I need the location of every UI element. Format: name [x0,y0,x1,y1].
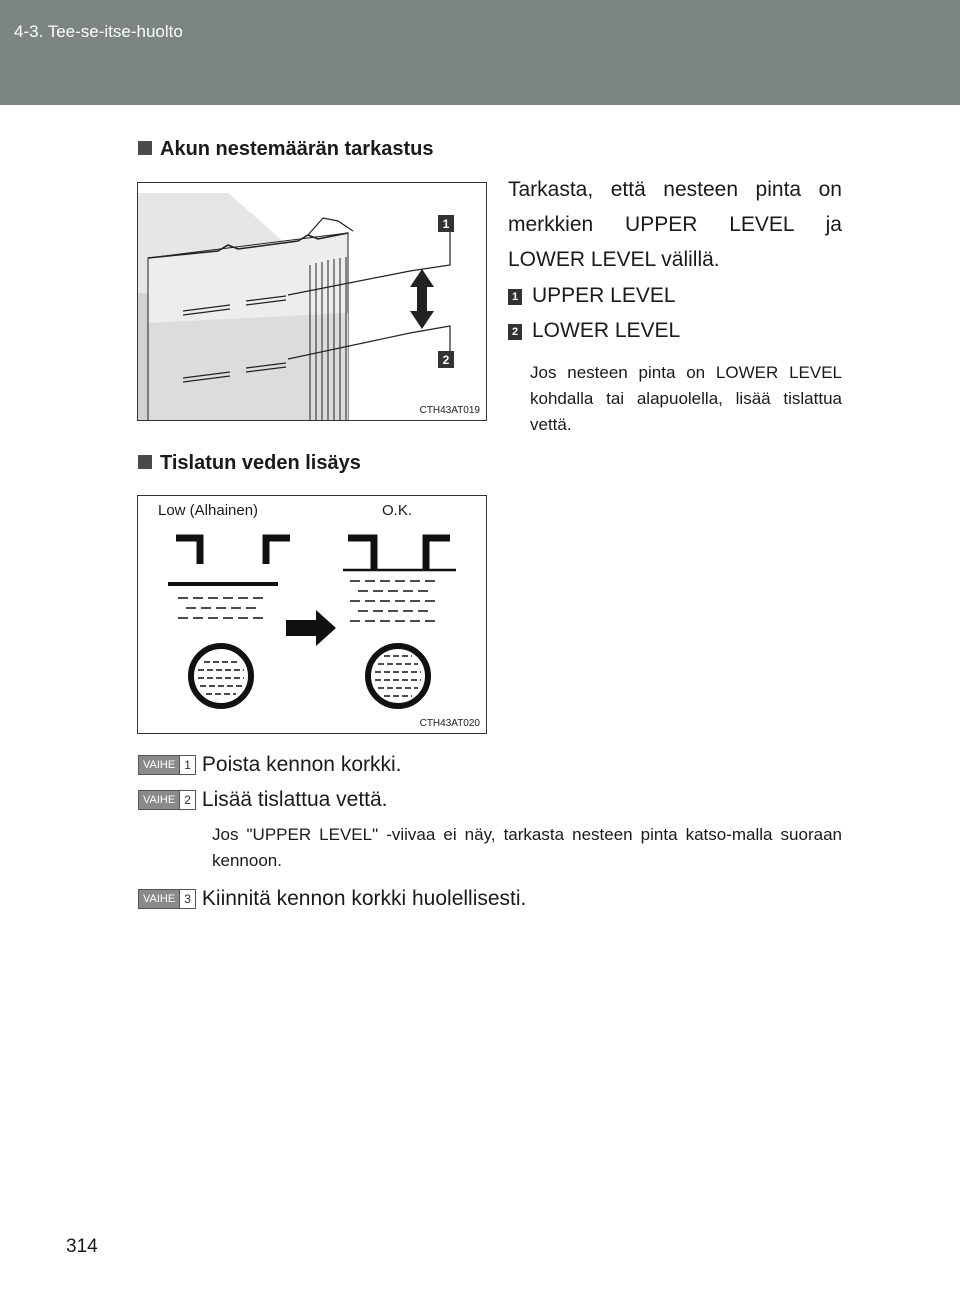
level-instruction: Tarkasta, että nesteen pinta on merkkien UPPER LEVEL ja LOWER LEVEL välillä. [508,178,842,271]
number-badge: 1 [508,289,522,305]
battery-illustration [138,183,486,420]
low-level-note: Jos nesteen pinta on LOWER LEVEL kohdalla tai alapuolella, lisää tislattua vettä. [530,363,842,434]
heading-text: Tislatun veden lisäys [160,452,361,474]
legend-label: LOWER LEVEL [532,319,681,342]
step-1 [138,753,402,777]
step-badge: VAIHE 1 [138,755,196,775]
section-title: 4-3. Tee-se-itse-huolto [14,22,183,41]
svg-text:2: 2 [442,353,450,367]
step-3 [138,887,526,911]
page-number: 314 [66,1236,98,1257]
label-low: Low (Alhainen) [158,502,259,519]
svg-text:1: 1 [442,217,450,231]
water-level-figure [137,495,487,734]
step-text: Kiinnitä kennon korkki huolellisesti. [201,887,527,910]
legend-lower-level [508,319,680,343]
section-heading-distilled-water [138,452,361,475]
bullet-square-icon [138,455,152,469]
step-badge: VAIHE 2 [138,790,196,810]
step-2 [138,788,388,812]
legend-upper-level [508,284,676,308]
legend-label: UPPER LEVEL [532,284,676,307]
step-2-note: Jos "UPPER LEVEL" -viivaa ei näy, tarkasta nesteen pinta katso-malla suoraan kennoon. [212,825,842,870]
figure-code: CTH43AT020 [419,718,480,729]
battery-level-figure [137,182,487,421]
bullet-square-icon [138,141,152,155]
step-text: Poista kennon korkki. [201,753,402,776]
section-heading-battery-check [138,138,433,161]
heading-text: Akun nestemäärän tarkastus [160,138,434,160]
step-text: Lisää tislattua vettä. [201,788,388,811]
figure-code: CTH43AT019 [419,405,480,416]
number-badge: 2 [508,324,522,340]
step-badge: VAIHE 3 [138,889,196,909]
water-level-illustration [138,496,486,733]
page-header [0,0,960,105]
label-ok: O.K. [382,502,413,519]
